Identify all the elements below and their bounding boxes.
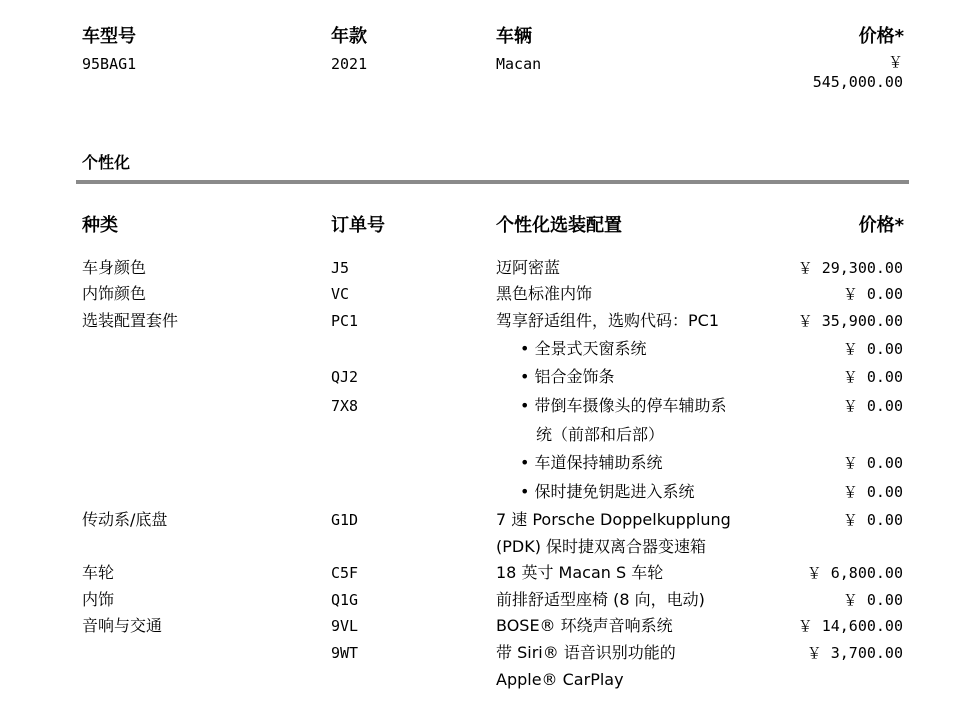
row-price: ￥ 0.00 bbox=[842, 591, 903, 609]
row-price: ￥ 35,900.00 bbox=[797, 312, 903, 330]
model-year-value: 2021 bbox=[331, 55, 368, 73]
row-option-continued: (PDK) 保时捷双离合器变速箱 bbox=[496, 537, 707, 556]
row-price: ￥ 14,600.00 bbox=[797, 617, 903, 635]
model-code-value: 95BAG1 bbox=[82, 55, 137, 73]
row-price: ￥ 0.00 bbox=[842, 285, 903, 303]
table-header-order-no: 订单号 bbox=[331, 215, 385, 236]
row-category: 内饰 bbox=[82, 590, 115, 609]
row-price: ￥ 0.00 bbox=[842, 368, 903, 386]
row-category: 音响与交通 bbox=[82, 616, 163, 635]
base-price-value: 545,000.00 bbox=[812, 73, 903, 91]
row-option-continued: Apple® CarPlay bbox=[496, 670, 624, 689]
table-header-option: 个性化选装配置 bbox=[496, 215, 622, 236]
row-category: 车轮 bbox=[82, 563, 115, 582]
row-code: 9WT bbox=[331, 644, 359, 662]
row-option: • 铝合金饰条 bbox=[520, 367, 615, 386]
row-option: 迈阿密蓝 bbox=[496, 258, 561, 277]
row-price: ￥ 0.00 bbox=[842, 511, 903, 529]
header-model-code: 车型号 bbox=[82, 26, 136, 47]
row-category: 传动系/底盘 bbox=[82, 510, 168, 529]
row-category: 车身颜色 bbox=[82, 258, 147, 277]
row-price: ￥ 6,800.00 bbox=[806, 564, 903, 582]
row-code: 9VL bbox=[331, 617, 359, 635]
row-option: • 全景式天窗系统 bbox=[520, 339, 647, 358]
row-price: ￥ 29,300.00 bbox=[797, 259, 903, 277]
row-category: 内饰颜色 bbox=[82, 284, 147, 303]
row-code: QJ2 bbox=[331, 368, 359, 386]
header-model-year: 年款 bbox=[331, 26, 367, 47]
section-title: 个性化 bbox=[82, 153, 131, 172]
header-price: 价格* bbox=[858, 26, 904, 47]
currency-symbol: ￥ bbox=[887, 53, 903, 71]
row-code: 7X8 bbox=[331, 397, 359, 415]
row-code: G1D bbox=[331, 511, 359, 529]
row-price: ￥ 0.00 bbox=[842, 340, 903, 358]
row-code: J5 bbox=[331, 259, 350, 277]
row-option-continued: 统（前部和后部） bbox=[536, 425, 665, 444]
row-option: 7 速 Porsche Doppelkupplung bbox=[496, 510, 731, 529]
vehicle-name-value: Macan bbox=[496, 55, 542, 73]
row-price: ￥ 3,700.00 bbox=[806, 644, 903, 662]
row-price: ￥ 0.00 bbox=[842, 483, 903, 501]
row-option: BOSE® 环绕声音响系统 bbox=[496, 616, 673, 635]
row-option: 前排舒适型座椅 (8 向，电动) bbox=[496, 590, 705, 609]
table-header-category: 种类 bbox=[82, 215, 118, 236]
row-option: • 车道保持辅助系统 bbox=[520, 453, 663, 472]
row-price: ￥ 0.00 bbox=[842, 397, 903, 415]
row-price: ￥ 0.00 bbox=[842, 454, 903, 472]
row-code: VC bbox=[331, 285, 350, 303]
row-option: 18 英寸 Macan S 车轮 bbox=[496, 563, 664, 582]
row-option: 驾享舒适组件，选购代码：PC1 bbox=[496, 311, 720, 330]
row-category: 选装配置套件 bbox=[82, 311, 179, 330]
row-option: • 带倒车摄像头的停车辅助系 bbox=[520, 396, 727, 415]
row-code: PC1 bbox=[331, 312, 359, 330]
row-option: 带 Siri® 语音识别功能的 bbox=[496, 643, 676, 662]
header-vehicle: 车辆 bbox=[496, 26, 532, 47]
row-option: • 保时捷免钥匙进入系统 bbox=[520, 482, 695, 501]
row-code: Q1G bbox=[331, 591, 359, 609]
row-option: 黑色标准内饰 bbox=[496, 284, 593, 303]
table-header-price: 价格* bbox=[858, 215, 904, 236]
section-divider bbox=[76, 180, 909, 184]
row-code: C5F bbox=[331, 564, 359, 582]
